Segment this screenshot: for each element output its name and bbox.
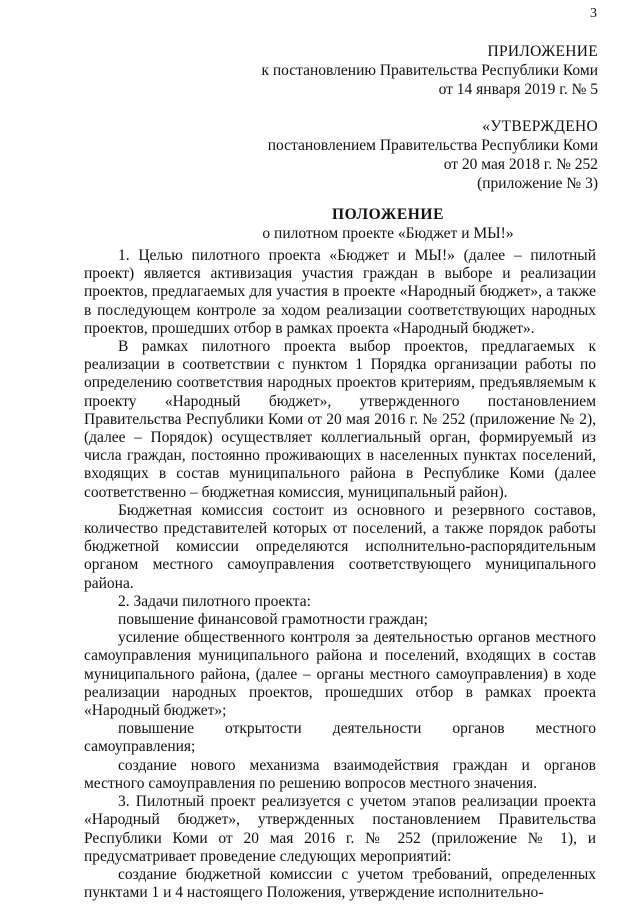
document-body — [84, 247, 596, 902]
paragraph-10: создание бюджетной комиссии с учетом требований, определенных пунктами 1 и 4 настоящего Положения, утверждение исполнительно- — [84, 865, 596, 902]
approval-header — [268, 117, 598, 193]
appendix-line-2: от 14 января 2019 г. № 5 — [438, 81, 598, 98]
document-subtitle: о пилотном проекте «Бюджет и МЫ!» — [262, 225, 514, 242]
approval-line-2: от 20 мая 2018 г. № 252 — [443, 156, 598, 173]
appendix-title: ПРИЛОЖЕНИЕ — [487, 43, 598, 60]
paragraph-2: В рамках пилотного проекта выбор проектов, предлагаемых к реализации в соответствии с пунктом 1 Порядка организации работы по определению соответствия народных проектов критериям, предъявляемым к проекту «Народный бюджет», утвержденного постановлением Правительства Республики Коми от 20 мая 2016 г. № 252 (приложение № 2), (далее – Порядок) осуществляет коллегиальный орган, формируемый из числа граждан, постоянно проживающих в населенных пунктах поселений, входящих в состав муниципального района в Республике Коми (далее соответственно – бюджетная комиссия, муниципальный район). — [84, 338, 596, 501]
approval-line-1: постановлением Правительства Республики Коми — [267, 137, 598, 154]
paragraph-8: создание нового механизма взаимодействия граждан и органов местного самоуправления по решению вопросов местного значения. — [84, 756, 596, 792]
paragraph-3: Бюджетная комиссия состоит из основного и резервного составов, количество представителей которых от поселений, а также порядок работы бюджетной комиссии определяются исполнительно-распорядительным органом местного самоуправления соответствующего муниципального района. — [84, 501, 596, 592]
paragraph-6: усиление общественного контроля за деятельностью органов местного самоуправления муниципального района и поселений, входящих в состав муниципального района, (далее – органы местного самоуправления) в ходе реализации народных проектов, прошедших отбор в рамках проекта «Народный бюджет»; — [84, 629, 596, 720]
appendix-header — [261, 42, 598, 99]
approval-title: «УТВЕРЖДЕНО — [482, 118, 598, 135]
paragraph-1: 1. Целью пилотного проекта «Бюджет и МЫ!» (далее – пилотный проект) является активизация участия граждан в выборе и реализации проектов, предлагаемых для участия в проекте «Народный бюджет», а также в последующем контроле за ходом реализации соответствующих народных проектов, прошедших отбор в рамках проекта «Народный бюджет». — [84, 247, 596, 337]
approval-line-3: (приложение № 3) — [477, 175, 598, 192]
paragraph-7: повышение открытости деятельности органов местного самоуправления; — [84, 720, 596, 756]
paragraph-9: 3. Пилотный проект реализуется с учетом этапов реализации проекта «Народный бюджет», утвержденных постановлением Правительства Республики Коми от 20 мая 2016 г. № 252 (приложение № 1), и предусматривает проведение следующих мероприятий: — [84, 793, 596, 865]
paragraph-5: повышение финансовой грамотности граждан; — [118, 611, 428, 629]
document-heading — [108, 205, 640, 243]
appendix-line-1: к постановлению Правительства Республики Коми — [261, 62, 598, 79]
paragraph-4: 2. Задачи пилотного проекта: — [118, 592, 311, 610]
document-title: ПОЛОЖЕНИЕ — [331, 206, 445, 223]
page-number: 3 — [590, 6, 597, 21]
